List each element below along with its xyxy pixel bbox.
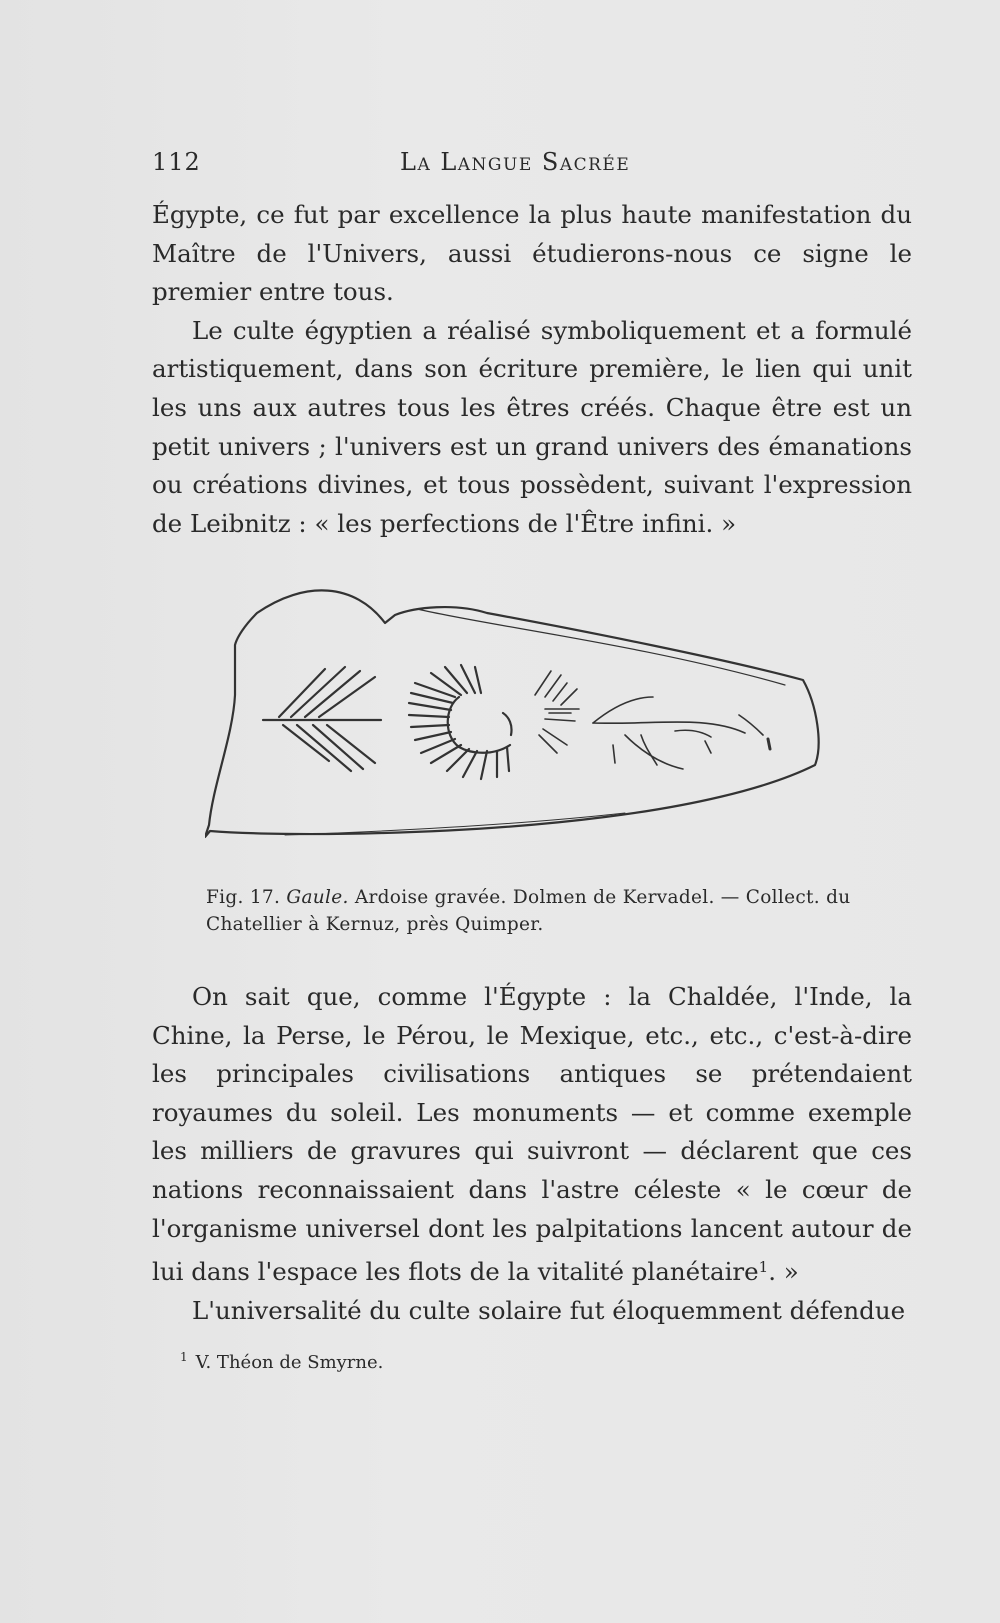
- running-head: [152, 148, 912, 184]
- paragraph-egyptian-cult: Le culte égyptien a réalisé symboliquement et a formulé artistiquement, dans son écriture première, le lien qui unit les uns aux autres tous les êtres créés. Chaque être est un petit univers ; l'univers est un grand univers des émanations ou créations divines, et tous possèdent, suivant l'expression de Leibnitz : « les perfections de l'Être infini. »: [152, 315, 912, 538]
- running-title: La Langue Sacrée: [400, 148, 631, 176]
- paragraph-sun-kingdoms-text: On sait que, comme l'Égypte : la Chaldée, l'Inde, la Chine, la Perse, le Pérou, le Mexique, etc., etc., c'est-à-dire les principales civilisations antiques se prétendaient royaumes du soleil. Les monuments — et comme exemple les milliers de gravures qui suivront — déclarent que ces nations reconnaissaient dans l'astre céleste « le cœur de l'organisme universel dont les palpitations lancent autour de lui dans l'espace les flots de la vitalité planétaire: [152, 982, 912, 1287]
- engraved-slate-drawing: [205, 585, 855, 870]
- figure-engraved-slate: [205, 585, 855, 870]
- footnote-marker: 1: [180, 1350, 188, 1364]
- sun-engraving: [409, 665, 512, 779]
- caption-fig-number: Fig. 17.: [206, 887, 281, 908]
- footnote-reference[interactable]: 1: [758, 1258, 769, 1277]
- top-text-block: [152, 196, 912, 543]
- caption-description: Ardoise gravée. Dolmen de Kervadel. — Collect. du Chatellier à Kernuz, près Quimper.: [206, 887, 851, 935]
- paragraph-continuation: Égypte, ce fut par excellence la plus haute manifestation du Maître de l'Univers, aussi étudierons-nous ce signe le premier entre tous.: [152, 200, 912, 307]
- page-number: 112: [152, 148, 201, 176]
- paragraph-solar-cult: L'universalité du culte solaire fut éloquemment défendue: [192, 1295, 906, 1325]
- slate-base-edge: [285, 813, 625, 835]
- footnote: [180, 1350, 383, 1373]
- footnote-text: V. Théon de Smyrne.: [195, 1352, 384, 1373]
- branch-engraving: [593, 697, 770, 769]
- rays-engraving: [535, 671, 579, 753]
- figure-caption: [206, 884, 866, 938]
- paragraph-sun-kingdoms-end: . »: [768, 1257, 799, 1287]
- slate-inner-edge: [417, 609, 785, 685]
- paragraph-sun-kingdoms: [152, 978, 912, 1292]
- caption-place: Gaule.: [286, 887, 349, 908]
- leaf-engraving: [263, 667, 381, 771]
- bottom-text-block: [152, 978, 912, 1330]
